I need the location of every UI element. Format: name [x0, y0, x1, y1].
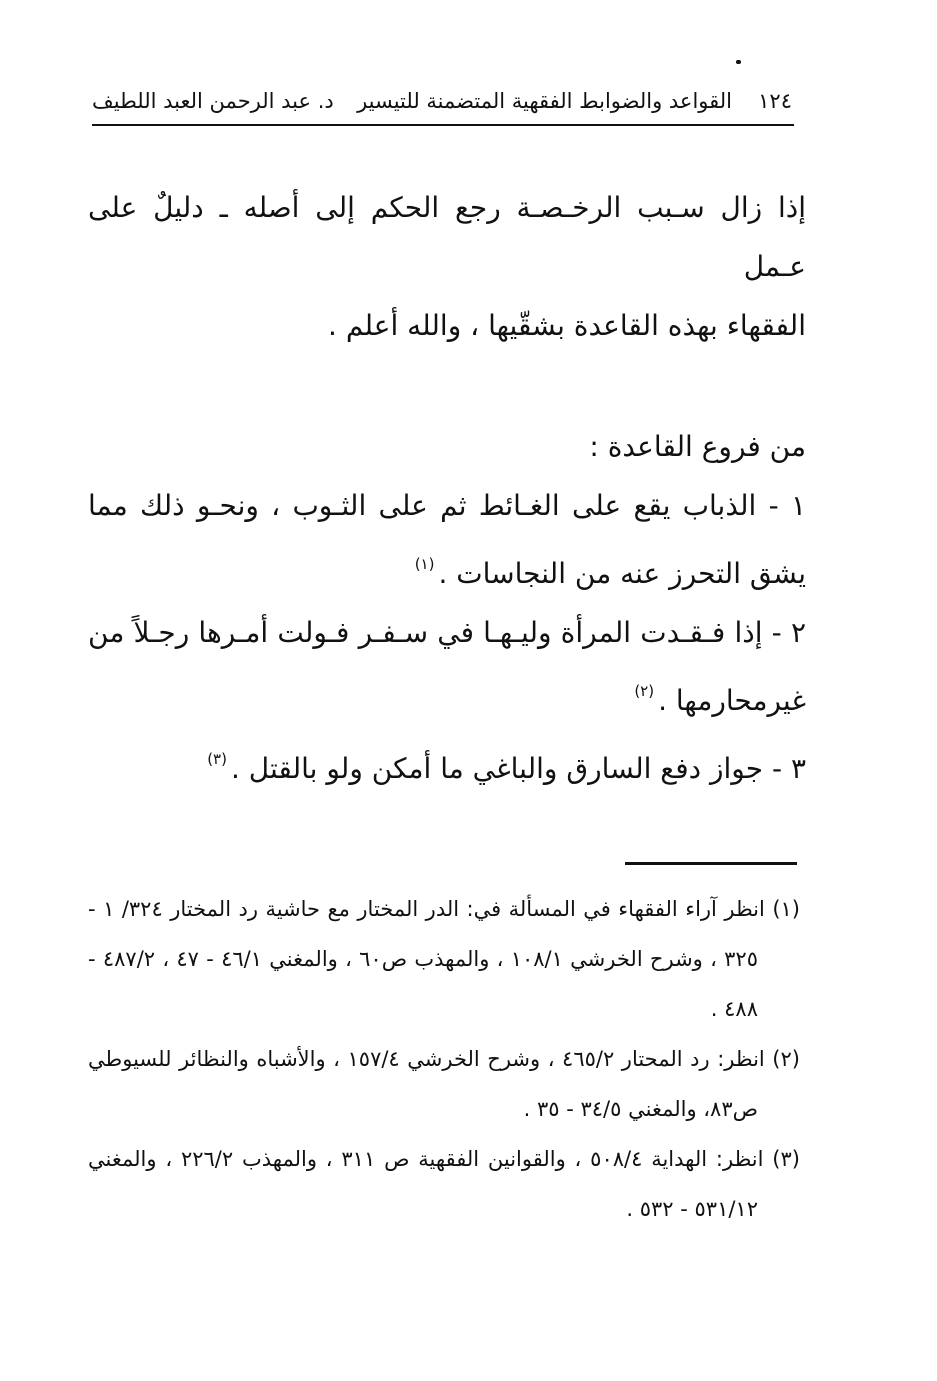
intro-line-1: إذا زال سـبب الرخـصـة رجع الحكم إلى أصله ـ دليلٌ على عـمل — [88, 191, 806, 283]
page-number: ١٢٤ — [758, 89, 792, 113]
footnote-separator — [625, 862, 797, 865]
ink-dot — [736, 60, 741, 64]
footnote-3: (٣) انظر: الهداية ٥٠٨/٤ ، والقوانين الفقهية ص ٣١١ ، والمهذب ٢٢٦/٢ ، والمغني ٥٣١/١٢ - ٥٣٢ . — [88, 1147, 800, 1221]
intro-paragraph — [88, 178, 806, 355]
branch-item-2 — [88, 603, 806, 730]
author-name: د. عبد الرحمن العبد اللطيف — [92, 89, 334, 113]
footnote-2: (٢) انظر: رد المحتار ٤٦٥/٢ ، وشرح الخرشي ١٥٧/٤ ، والأشباه والنظائر للسيوطي ص٨٣، والمغني ٣٤/٥ - ٣٥ . — [88, 1047, 800, 1121]
branches-heading: من فروع القاعدة : — [589, 430, 806, 463]
branch-text-2: ٢ - إذا فـقـدت المرأة وليـهـا في سـفـر فـولت أمـرها رجـلاً من غيرمحارمها . — [88, 616, 806, 717]
footnotes — [88, 884, 800, 1234]
book-title: القواعد والضوابط الفقهية المتضمنة للتيسير — [357, 89, 732, 113]
footnote-ref-2: (٢) — [634, 682, 655, 700]
header-rule — [92, 124, 794, 126]
main-text — [88, 178, 806, 798]
running-header — [92, 84, 792, 118]
footnote-ref-3: (٣) — [207, 750, 227, 768]
intro-line-2: الفقهاء بهذه القاعدة بشقّيها ، والله أعلم . — [328, 309, 806, 342]
branch-item-1 — [88, 476, 806, 603]
footnote-ref-1: (١) — [414, 555, 435, 573]
branch-text-3: ٣ - جواز دفع السارق والباغي ما أمكن ولو بالقتل . — [230, 752, 806, 785]
branch-item-3 — [88, 730, 806, 798]
branch-text-1: ١ - الذباب يقع على الغـائط ثم على الثـوب ، ونحـو ذلك مما يشق التحرز عنه من النجاسات . — [88, 489, 806, 590]
footnote-1: (١) انظر آراء الفقهاء في المسألة في: الدر المختار مع حاشية رد المختار ٣٢٤/ ١ - ٣٢٥ ، وشرح الخرشي ١٠٨/١ ، والمهذب ص٦٠ ، والمغني ٤٦/١ - ٤٧ ، ٤٨٧/٢ - ٤٨٨ . — [88, 897, 800, 1021]
